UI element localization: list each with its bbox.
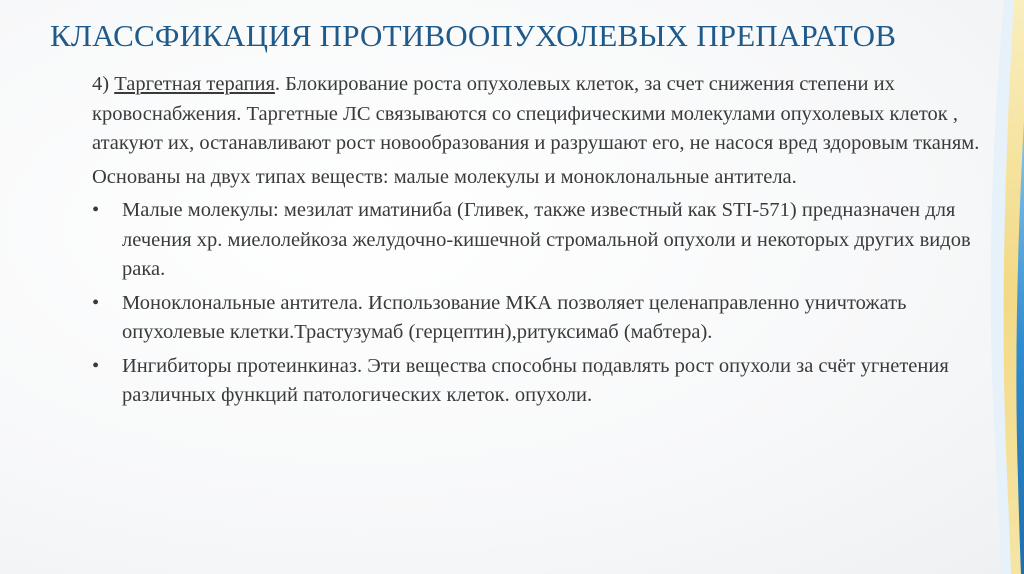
bullet-marker: •: [92, 354, 100, 377]
list-item: [92, 196, 992, 285]
list-item-text: Моноклональные антитела. Использование МКА позволяет целенаправленно уничтожать опухолевые клетки.Трастузумаб (герцептин),ритуксимаб (мабтера).: [122, 291, 907, 343]
list-item-text: Малые молекулы: мезилат иматиниба (Гливек, также известный как STI-571) предназначен для лечения хр. миелолейкоза желудочно-кишечной стромальной опухоли и некоторых других видов рака.: [122, 199, 971, 280]
list-item-text: Ингибиторы протеинкиназ. Эти вещества способны подавлять рост опухоли за счёт угнетения различных функций патологических клеток. опухоли.: [122, 354, 949, 406]
bullet-marker: •: [92, 199, 100, 221]
intro-paragraph: [92, 70, 992, 159]
intro-number: 4): [92, 73, 115, 95]
slide-body: [92, 70, 992, 415]
basis-paragraph: Основаны на двух типах веществ: малые молекулы и моноклональные антитела.: [92, 165, 797, 188]
intro-term: Таргетная терапия: [114, 73, 275, 95]
list-item: [92, 289, 992, 348]
bullet-marker: •: [92, 291, 100, 314]
slide-title: КЛАССФИКАЦИЯ ПРОТИВООПУХОЛЕВЫХ ПРЕПАРАТОВ: [50, 18, 897, 53]
bullet-list: [92, 196, 992, 411]
intro-text: . Блокирование роста опухолевых клеток, за счет снижения степени их кровоснабжения. Таргетные ЛС связываются со специфическими молекулами опухолевых клеток , атакуют их, останавливают рост новообразования и разрушают его, не насося вред здоровым тканям.: [92, 73, 980, 154]
list-item: [92, 352, 992, 411]
